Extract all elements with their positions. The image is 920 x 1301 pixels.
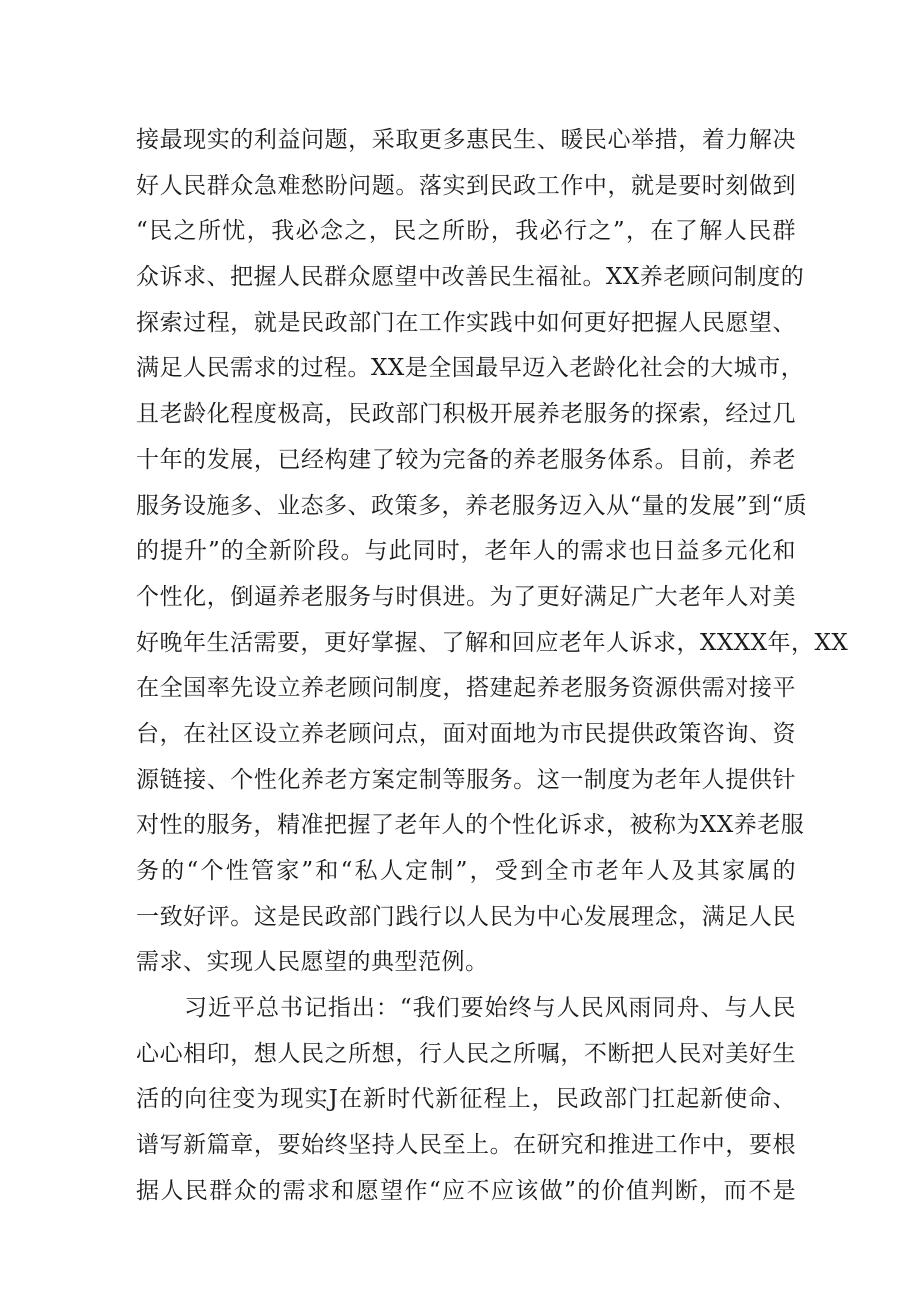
- text-line: 探索过程，就是民政部门在工作实践中如何更好把握人民愿望、: [136, 309, 796, 336]
- text-line: “民之所忧，我必念之，民之所盼，我必行之”，在了解人民群: [136, 218, 796, 245]
- text-line: 十年的发展，已经构建了较为完备的养老服务体系。目前，养老: [136, 446, 796, 473]
- body-text: [136, 118, 849, 1215]
- text-line: 且老龄化程度极高，民政部门积极开展养老服务的探索，经过几: [136, 401, 796, 428]
- text-line: 在全国率先设立养老顾问制度，搭建起养老服务资源供需对接平: [136, 675, 796, 702]
- text-line: 务的“个性管家”和“私人定制”，受到全市老年人及其家属的: [136, 858, 796, 884]
- text-line: 好晚年生活需要，更好掌握、了解和回应老年人诉求，XXXX年，XX: [136, 629, 849, 656]
- text-line: 好人民群众急难愁盼问题。落实到民政工作中，就是要时刻做到: [136, 172, 796, 199]
- text-line: 习近平总书记指出：“我们要始终与人民风雨同舟、与人民: [184, 995, 796, 1022]
- text-line: 服务设施多、业态多、政策多，养老服务迈入从“量的发展”到“质: [136, 492, 808, 519]
- text-line: 源链接、个性化养老方案定制等服务。这一制度为老年人提供针: [136, 766, 796, 793]
- paragraph-2: [136, 986, 796, 1214]
- text-line: 台，在社区设立养老顾问点，面对面地为市民提供政策咨询、资: [136, 720, 796, 747]
- text-line: 众诉求、把握人民群众愿望中改善民生福祉。XX养老顾问制度的: [136, 264, 805, 291]
- text-line: 活的向往变为现实J在新时代新征程上，民政部门扛起新使命、: [136, 1086, 796, 1113]
- text-line: 谱写新篇章，要始终坚持人民至上。在研究和推进工作中，要根: [136, 1132, 796, 1159]
- text-line: 心心相印，想人民之所想，行人民之所嘱，不断把人民对美好生: [136, 1040, 796, 1067]
- text-line: 对性的服务，精准把握了老年人的个性化诉求，被称为XX养老服: [136, 812, 805, 839]
- text-line: 的提升”的全新阶段。与此同时，老年人的需求也日益多元化和: [136, 538, 796, 565]
- paragraph-1: [136, 118, 849, 986]
- text-line: 接最现实的利益问题，采取更多惠民生、暖民心举措，着力解决: [136, 127, 796, 153]
- text-line: 据人民群众的需求和愿望作“应不应该做”的价值判断，而不是: [136, 1177, 796, 1204]
- text-line: 满足人民需求的过程。XX是全国最早迈入老龄化社会的大城市，: [136, 355, 805, 382]
- text-line: 一致好评。这是民政部门践行以人民为中心发展理念，满足人民: [136, 903, 796, 930]
- text-line: 需求、实现人民愿望的典型范例。: [136, 949, 489, 976]
- text-line: 个性化，倒逼养老服务与时俱进。为了更好满足广大老年人对美: [136, 583, 796, 610]
